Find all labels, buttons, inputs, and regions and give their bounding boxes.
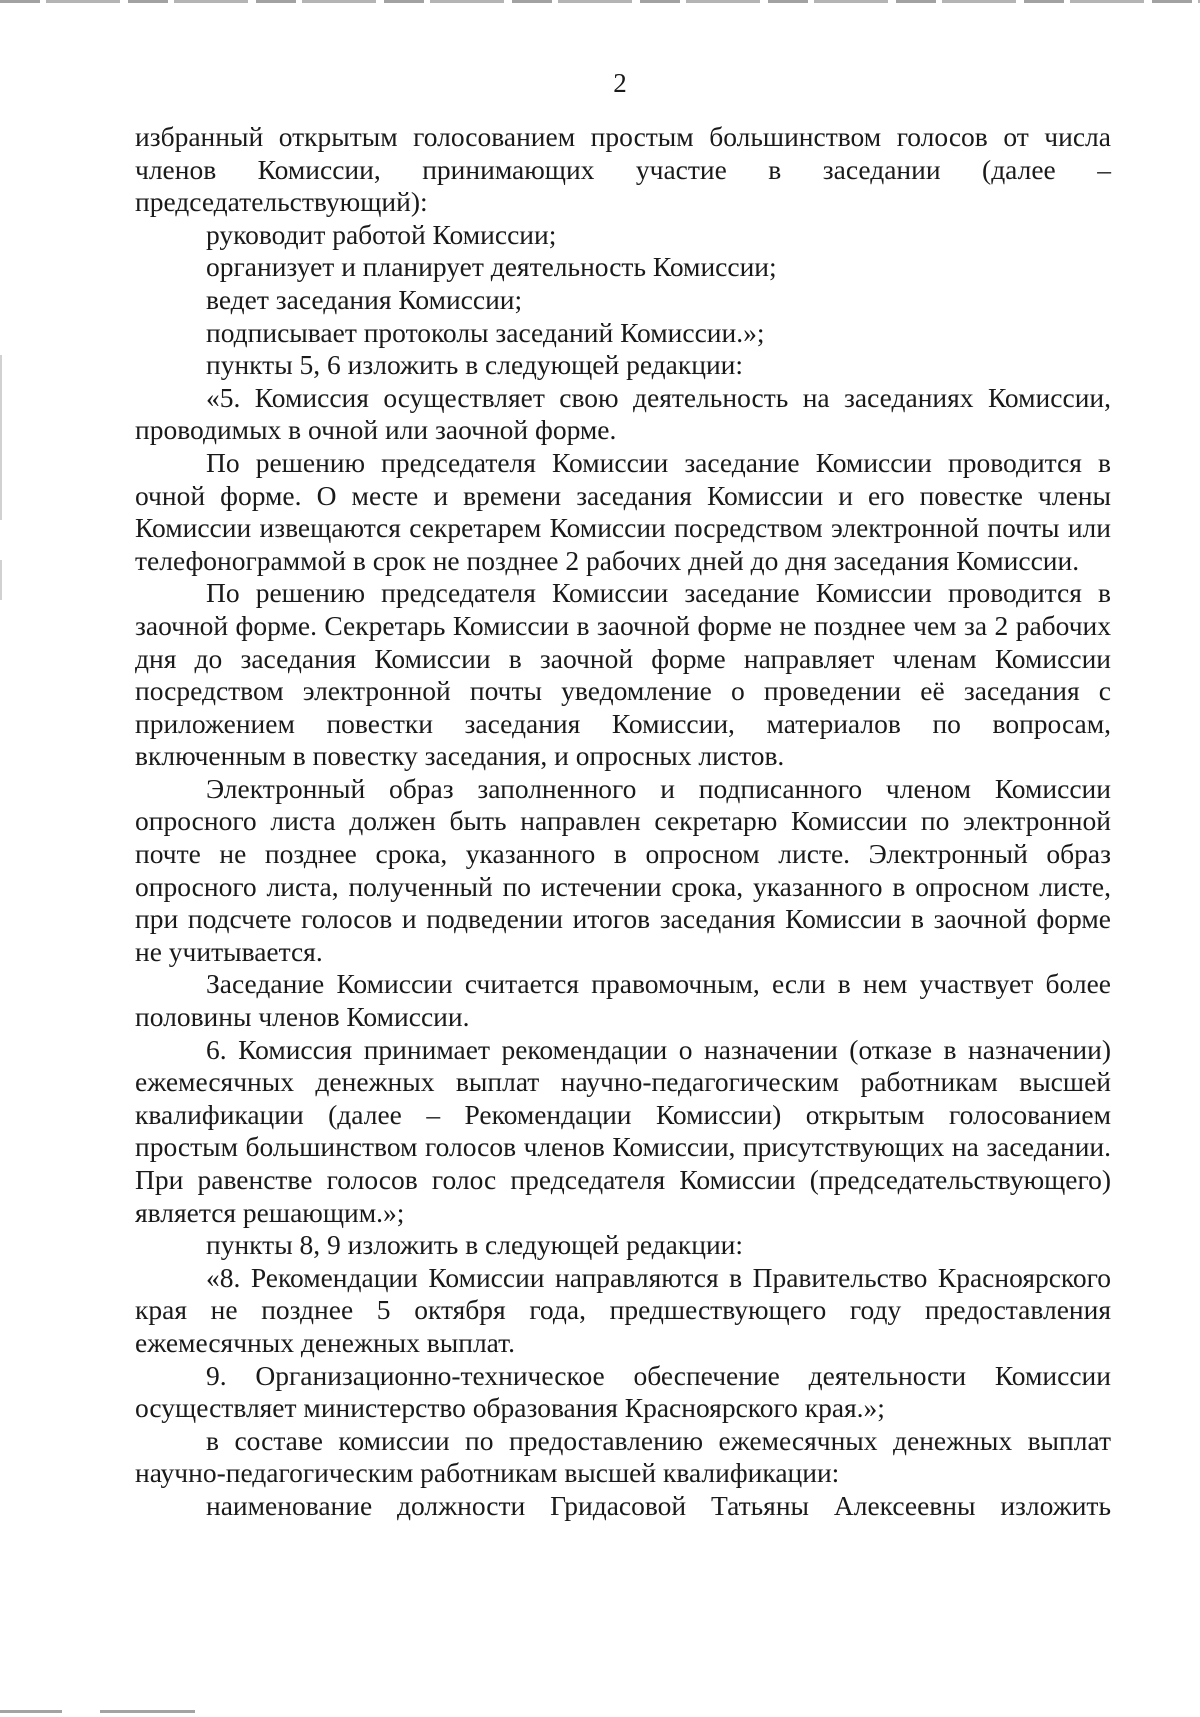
scan-bottom-edge (100, 1710, 195, 1713)
paragraph: ведет заседания Комиссии; (206, 283, 523, 315)
paragraph: По решению председателя Комиссии заседание Комиссии проводится в заочной форме. Секретарь Комиссии в заочной форме не позднее чем за 2 рабочих дня до заседания Комиссии в заочной форме направляет членам Комиссии посредством электронной почты уведомление о проведении её заседания с приложением повестки заседания Комиссии, материалов по вопросам, включенным в повестку заседания, и опросных листов. (135, 577, 1111, 772)
page-number: 2 (613, 68, 627, 98)
paragraph: наименование должности Гридасовой Татьяны Алексеевны изложить (206, 1489, 1111, 1521)
paragraph: избранный открытым голосованием простым большинством голосов от числа членов Комиссии, принимающих участие в заседании (далее – председательствующий): (135, 121, 1111, 218)
paragraph: «5. Комиссия осуществляет свою деятельность на заседаниях Комиссии, проводимых в очной или заочной форме. (135, 381, 1111, 446)
scan-margin-mark (0, 560, 2, 600)
scan-top-edge (0, 0, 1200, 3)
paragraph: 6. Комиссия принимает рекомендации о назначении (отказе в назначении) ежемесячных денежных выплат научно-педагогическим работникам высшей квалификации (далее – Рекомендации Комиссии) открытым голосованием простым большинством голосов членов Комиссии, присутствующих на заседании. При равенстве голосов голос председателя Комиссии (председательствующего) является решающим.»; (135, 1033, 1111, 1228)
paragraph: Электронный образ заполненного и подписанного членом Комиссии опросного листа должен быть направлен секретарю Комиссии по электронной почте не позднее срока, указанного в опросном листе. Электронный образ опросного листа, полученный по истечении срока, указанного в опросном листе, при подсчете голосов и подведении итогов заседания Комиссии в заочной форме не учитывается. (135, 772, 1111, 967)
paragraph: пункты 5, 6 изложить в следующей редакции: (206, 349, 744, 381)
paragraph: По решению председателя Комиссии заседание Комиссии проводится в очной форме. О месте и времени заседания Комиссии и его повестке члены Комиссии извещаются секретарем Комиссии посредством электронной почты или телефонограммой в срок не позднее 2 рабочих дней до дня заседания Комиссии. (135, 446, 1111, 576)
paragraph: подписывает протоколы заседаний Комиссии.»; (206, 316, 765, 348)
paragraph: 9. Организационно-техническое обеспечение деятельности Комиссии осуществляет министерство образования Красноярского края.»; (135, 1359, 1111, 1424)
scan-bottom-edge (0, 1710, 62, 1713)
paragraph: организует и планирует деятельность Комиссии; (206, 251, 777, 283)
paragraph: в составе комиссии по предоставлению ежемесячных денежных выплат научно-педагогическим работникам высшей квалификации: (135, 1424, 1111, 1489)
paragraph: Заседание Комиссии считается правомочным, если в нем участвует более половины членов Комиссии. (135, 968, 1111, 1033)
scan-margin-mark (0, 355, 2, 520)
paragraph: «8. Рекомендации Комиссии направляются в Правительство Красноярского края не позднее 5 октября года, предшествующего году предоставления ежемесячных денежных выплат. (135, 1261, 1111, 1358)
paragraph: руководит работой Комиссии; (206, 218, 557, 250)
document-body (135, 121, 1111, 1523)
paragraph: пункты 8, 9 изложить в следующей редакции: (206, 1229, 744, 1261)
